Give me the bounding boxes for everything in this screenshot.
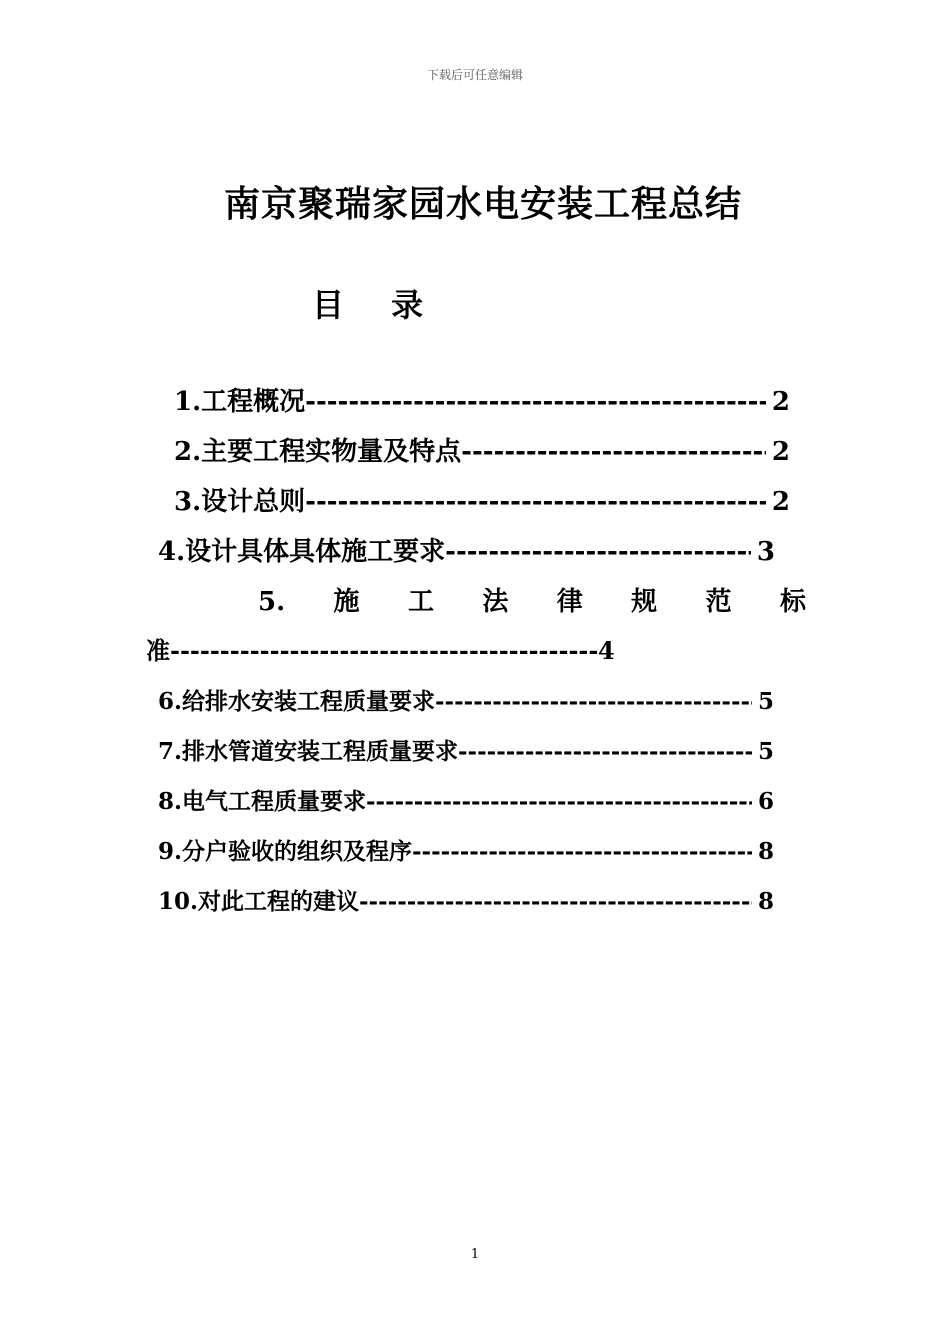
- toc-entry-char: 工: [407, 587, 434, 617]
- toc-entry-page: 5: [757, 688, 774, 715]
- toc-entry-char: 规: [631, 587, 658, 617]
- footer-page-number: 1: [470, 1247, 480, 1262]
- toc-entry-label: 8.电气工程质量要求: [158, 788, 367, 815]
- toc-leader: [305, 387, 766, 415]
- toc-entry-page: 3: [756, 537, 775, 565]
- toc-entry-label: 6.给排水安装工程质量要求: [158, 688, 436, 715]
- toc-entry-2[interactable]: [174, 431, 790, 465]
- toc-entry-label: 4.设计具体具体施工要求: [158, 537, 446, 565]
- toc-entry-6[interactable]: [158, 683, 774, 715]
- toc-entry-4[interactable]: [158, 531, 775, 565]
- toc-leader: [170, 636, 598, 665]
- toc-entry-page: 2: [771, 437, 790, 465]
- toc-leader: [366, 788, 752, 815]
- toc-entry-1[interactable]: [174, 381, 790, 415]
- toc-entry-label: 2.主要工程实物量及特点: [174, 437, 462, 465]
- toc-leader: [359, 888, 752, 915]
- toc-entry-5-continued[interactable]: [146, 631, 615, 665]
- toc-entry-3[interactable]: [174, 481, 790, 515]
- toc-entry-label: 9.分户验收的组织及程序: [158, 838, 413, 865]
- toc-entry-char: 范: [705, 587, 732, 617]
- toc-leader: [435, 688, 752, 715]
- document-title: 南京聚瑞家园水电安装工程总结: [223, 183, 742, 225]
- toc-leader: [305, 487, 766, 515]
- toc-leader: [412, 838, 752, 865]
- header-note: 下载后可任意编辑: [426, 68, 523, 82]
- toc-entry-page: 6: [757, 788, 774, 815]
- toc-entry-char: 标: [779, 587, 806, 617]
- toc-entry-page: 8: [757, 888, 774, 915]
- toc-leader: [458, 738, 752, 765]
- toc-entry-7[interactable]: [158, 733, 774, 765]
- toc-entry-page: 8: [757, 838, 774, 865]
- toc-entry-10[interactable]: [158, 883, 774, 915]
- toc-entry-char: 律: [556, 587, 583, 617]
- toc-leader: [445, 537, 751, 565]
- toc-entry-page: 4: [598, 636, 615, 665]
- toc-entry-5[interactable]: [258, 581, 806, 615]
- toc-entry-page: 2: [771, 487, 790, 515]
- toc-entry-8[interactable]: [158, 783, 774, 815]
- toc-entry-char: 施: [333, 587, 360, 617]
- toc-entry-number: 5.: [258, 587, 286, 617]
- toc-entry-page: 2: [771, 387, 790, 415]
- toc-entry-label: 3.设计总则: [174, 487, 306, 515]
- toc-entry-char: 法: [482, 587, 509, 617]
- toc-entry-label: 10.对此工程的建议: [158, 888, 360, 915]
- toc-entry-label: 准: [146, 636, 170, 665]
- toc-heading: 目 录: [312, 286, 442, 324]
- toc-entry-page: 5: [757, 738, 774, 765]
- toc-leader: [461, 437, 766, 465]
- toc-entry-label: 1.工程概况: [174, 387, 306, 415]
- toc-entry-9[interactable]: [158, 833, 774, 865]
- toc-entry-label: 7.排水管道安装工程质量要求: [158, 738, 459, 765]
